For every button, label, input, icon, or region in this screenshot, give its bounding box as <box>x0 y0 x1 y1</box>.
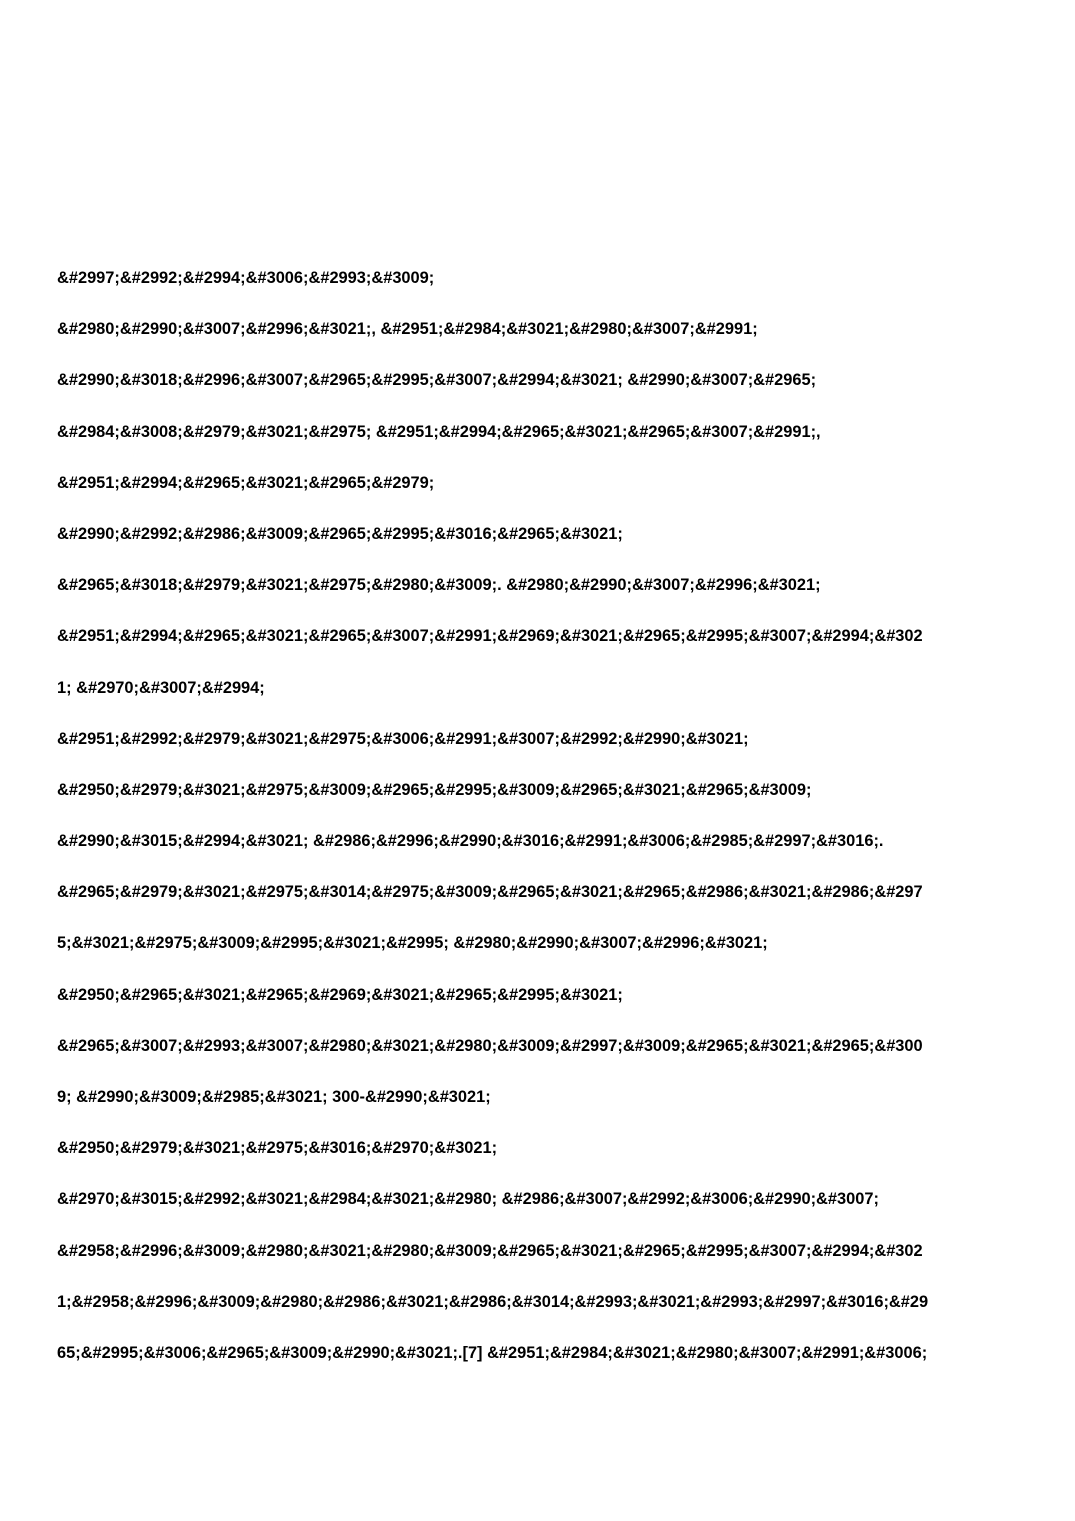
text-line: &#2958;&#2996;&#3009;&#2980;&#3021;&#2980;&#3009;&#2965;&#3021;&#2965;&#2995;&#3007;&#2994;&#302 <box>57 1241 923 1260</box>
text-line: &#2990;&#2992;&#2986;&#3009;&#2965;&#2995;&#3016;&#2965;&#3021; <box>57 524 623 543</box>
text-line: &#2984;&#3008;&#2979;&#3021;&#2975; &#2951;&#2994;&#2965;&#3021;&#2965;&#3007;&#2991;, <box>57 422 821 441</box>
text-line: &#2965;&#3007;&#2993;&#3007;&#2980;&#3021;&#2980;&#3009;&#2997;&#3009;&#2965;&#3021;&#2965;&#300 <box>57 1036 923 1055</box>
text-line: 1; &#2970;&#3007;&#2994; <box>57 678 265 697</box>
document-body <box>57 268 1047 1394</box>
text-line: &#2990;&#3018;&#2996;&#3007;&#2965;&#2995;&#3007;&#2994;&#3021; &#2990;&#3007;&#2965; <box>57 371 817 390</box>
text-line: &#2997;&#2992;&#2994;&#3006;&#2993;&#3009; <box>57 269 435 287</box>
text-line: &#2951;&#2994;&#2965;&#3021;&#2965;&#2979; <box>57 473 435 492</box>
text-line: &#2951;&#2994;&#2965;&#3021;&#2965;&#3007;&#2991;&#2969;&#3021;&#2965;&#2995;&#3007;&#2994;&#302 <box>57 627 923 646</box>
text-line: &#2950;&#2965;&#3021;&#2965;&#2969;&#3021;&#2965;&#2995;&#3021; <box>57 985 623 1004</box>
text-line: &#2950;&#2979;&#3021;&#2975;&#3016;&#2970;&#3021; <box>57 1139 498 1158</box>
text-line: &#2951;&#2992;&#2979;&#3021;&#2975;&#3006;&#2991;&#3007;&#2992;&#2990;&#3021; <box>57 729 749 748</box>
text-line: 9; &#2990;&#3009;&#2985;&#3021; 300-&#2990;&#3021; <box>57 1088 491 1106</box>
text-line: &#2990;&#3015;&#2994;&#3021; &#2986;&#2996;&#2990;&#3016;&#2991;&#3006;&#2985;&#2997;&#3016;. <box>57 832 884 851</box>
text-line: &#2965;&#2979;&#3021;&#2975;&#3014;&#2975;&#3009;&#2965;&#3021;&#2965;&#2986;&#3021;&#2986;&#297 <box>57 883 923 902</box>
text-line: 1;&#2958;&#2996;&#3009;&#2980;&#2986;&#3021;&#2986;&#3014;&#2993;&#3021;&#2993;&#2997;&#3016;&#29 <box>57 1292 929 1311</box>
text-line: &#2970;&#3015;&#2992;&#3021;&#2984;&#3021;&#2980; &#2986;&#3007;&#2992;&#3006;&#2990;&#3007; <box>57 1190 879 1209</box>
text-line: 65;&#2995;&#3006;&#2965;&#3009;&#2990;&#3021;.[7] &#2951;&#2984;&#3021;&#2980;&#3007;&#2991;&#3006; <box>57 1343 928 1362</box>
text-line: &#2980;&#2990;&#3007;&#2996;&#3021;, &#2951;&#2984;&#3021;&#2980;&#3007;&#2991; <box>57 320 758 339</box>
text-line: 5;&#3021;&#2975;&#3009;&#2995;&#3021;&#2995; &#2980;&#2990;&#3007;&#2996;&#3021; <box>57 934 768 953</box>
text-line: &#2950;&#2979;&#3021;&#2975;&#3009;&#2965;&#2995;&#3009;&#2965;&#3021;&#2965;&#3009; <box>57 780 812 799</box>
text-line: &#2965;&#3018;&#2979;&#3021;&#2975;&#2980;&#3009;. &#2980;&#2990;&#3007;&#2996;&#3021; <box>57 576 821 595</box>
